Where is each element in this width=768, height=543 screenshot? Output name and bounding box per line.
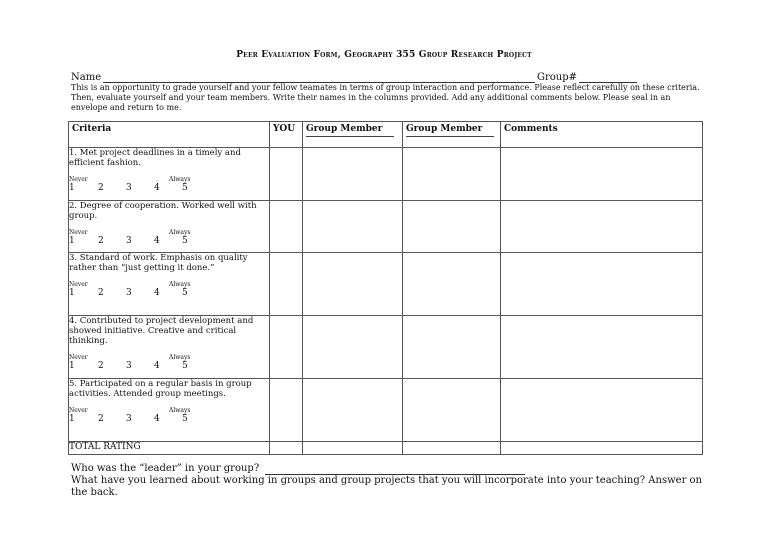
criterion-text: 1. Met project deadlines in a timely and efficient fashion. [69, 148, 241, 168]
scale-number: 3 [126, 183, 132, 193]
rating-scale [69, 362, 269, 372]
scale-number: 4 [154, 236, 160, 246]
scale-number: 1 [69, 414, 75, 424]
header-group-member-1-label: Group Member [306, 124, 383, 134]
you-cell[interactable] [270, 253, 303, 316]
comments-cell[interactable] [501, 316, 703, 379]
member-2-cell[interactable] [403, 253, 501, 316]
you-cell[interactable] [270, 148, 303, 201]
scale-number: 2 [98, 236, 104, 246]
criterion-text: 3. Standard of work. Emphasis on quality rather than “just getting it done.” [69, 253, 248, 273]
scale-number: 1 [69, 288, 75, 298]
scale-number: 3 [126, 288, 132, 298]
member-2-cell[interactable] [403, 316, 501, 379]
comments-cell[interactable] [501, 148, 703, 201]
comments-cell[interactable] [501, 201, 703, 253]
you-cell[interactable] [270, 201, 303, 253]
member-1-cell[interactable] [303, 316, 403, 379]
member-1-cell[interactable] [303, 379, 403, 442]
scale-always: Always [169, 176, 191, 183]
comments-cell[interactable] [501, 253, 703, 316]
comments-total-cell[interactable] [501, 442, 703, 455]
scale-number: 3 [126, 414, 132, 424]
member-1-total-cell[interactable] [303, 442, 403, 455]
scale-number: 4 [154, 414, 160, 424]
table-row [69, 316, 703, 379]
header-row [69, 122, 703, 148]
rating-scale [69, 289, 269, 299]
member-2-cell[interactable] [403, 148, 501, 201]
scale-never: Never [69, 281, 88, 288]
scale-number: 5 [182, 361, 188, 371]
group-label: Group# [537, 72, 578, 83]
scale-number: 5 [182, 183, 188, 193]
member-2-cell[interactable] [403, 379, 501, 442]
header-group-member-2-label: Group Member [406, 124, 483, 134]
table-row [69, 253, 703, 316]
you-total-cell[interactable] [270, 442, 303, 455]
scale-always: Always [169, 229, 191, 236]
scale-number: 3 [126, 361, 132, 371]
scale-number: 5 [182, 236, 188, 246]
criterion-cell [69, 379, 270, 442]
scale-always: Always [169, 354, 191, 361]
evaluation-table [68, 121, 703, 455]
total-rating-label: TOTAL RATING [69, 442, 270, 455]
scale-always: Always [169, 407, 191, 414]
table-row [69, 201, 703, 253]
scale-never: Never [69, 354, 88, 361]
member-1-cell[interactable] [303, 148, 403, 201]
scale-always: Always [169, 281, 191, 288]
criterion-cell [69, 201, 270, 253]
criterion-cell [69, 253, 270, 316]
member-2-name-field[interactable] [406, 136, 494, 137]
rating-scale [69, 415, 269, 425]
member-2-total-cell[interactable] [403, 442, 501, 455]
scale-number: 5 [182, 414, 188, 424]
scale-number: 2 [98, 183, 104, 193]
scale-never: Never [69, 407, 88, 414]
member-2-cell[interactable] [403, 201, 501, 253]
scale-number: 2 [98, 414, 104, 424]
criterion-text: 5. Participated on a regular basis in group activities. Attended group meetings. [69, 379, 252, 399]
scale-number: 1 [69, 361, 75, 371]
header-group-member-1 [303, 122, 403, 148]
leader-question: Who was the “leader” in your group? [71, 463, 260, 474]
criterion-text: 4. Contributed to project development and showed initiative. Creative and critical thinking. [69, 316, 254, 346]
rating-scale [69, 184, 269, 194]
table-row [69, 379, 703, 442]
comments-cell[interactable] [501, 379, 703, 442]
learned-question: What have you learned about working in groups and group projects that you will incorporate into your teaching? Answer on the back. [71, 475, 702, 498]
member-1-cell[interactable] [303, 201, 403, 253]
scale-number: 1 [69, 236, 75, 246]
criterion-text: 2. Degree of cooperation. Worked well with group. [69, 201, 257, 221]
scale-never: Never [69, 229, 88, 236]
header-group-member-2 [403, 122, 501, 148]
scale-number: 4 [154, 288, 160, 298]
scale-number: 4 [154, 361, 160, 371]
member-1-cell[interactable] [303, 253, 403, 316]
form-title: Peer Evaluation Form, Geography 355 Group Research Project [236, 50, 532, 60]
scale-number: 1 [69, 183, 75, 193]
scale-number: 4 [154, 183, 160, 193]
you-cell[interactable] [270, 316, 303, 379]
scale-number: 5 [182, 288, 188, 298]
criterion-cell [69, 148, 270, 201]
member-1-name-field[interactable] [306, 136, 394, 137]
scale-number: 3 [126, 236, 132, 246]
you-cell[interactable] [270, 379, 303, 442]
name-label: Name [71, 72, 102, 83]
header-you: YOU [270, 122, 303, 148]
rating-scale [69, 237, 269, 247]
intro-text: This is an opportunity to grade yourself and your fellow teamates in terms of group interaction and performance. Please reflect carefully on these criteria. Then, evaluate yourself and your team members. Write their names in the columns provided. Add any additional comments below. Please seal in an envelope and return to me. [71, 83, 700, 112]
total-row [69, 442, 703, 455]
leader-answer-field[interactable] [265, 464, 525, 475]
header-criteria: Criteria [69, 122, 270, 148]
header-comments: Comments [501, 122, 703, 148]
table-row [69, 148, 703, 201]
scale-number: 2 [98, 288, 104, 298]
criterion-cell [69, 316, 270, 379]
scale-never: Never [69, 176, 88, 183]
leader-question-line [71, 463, 525, 475]
scale-number: 2 [98, 361, 104, 371]
